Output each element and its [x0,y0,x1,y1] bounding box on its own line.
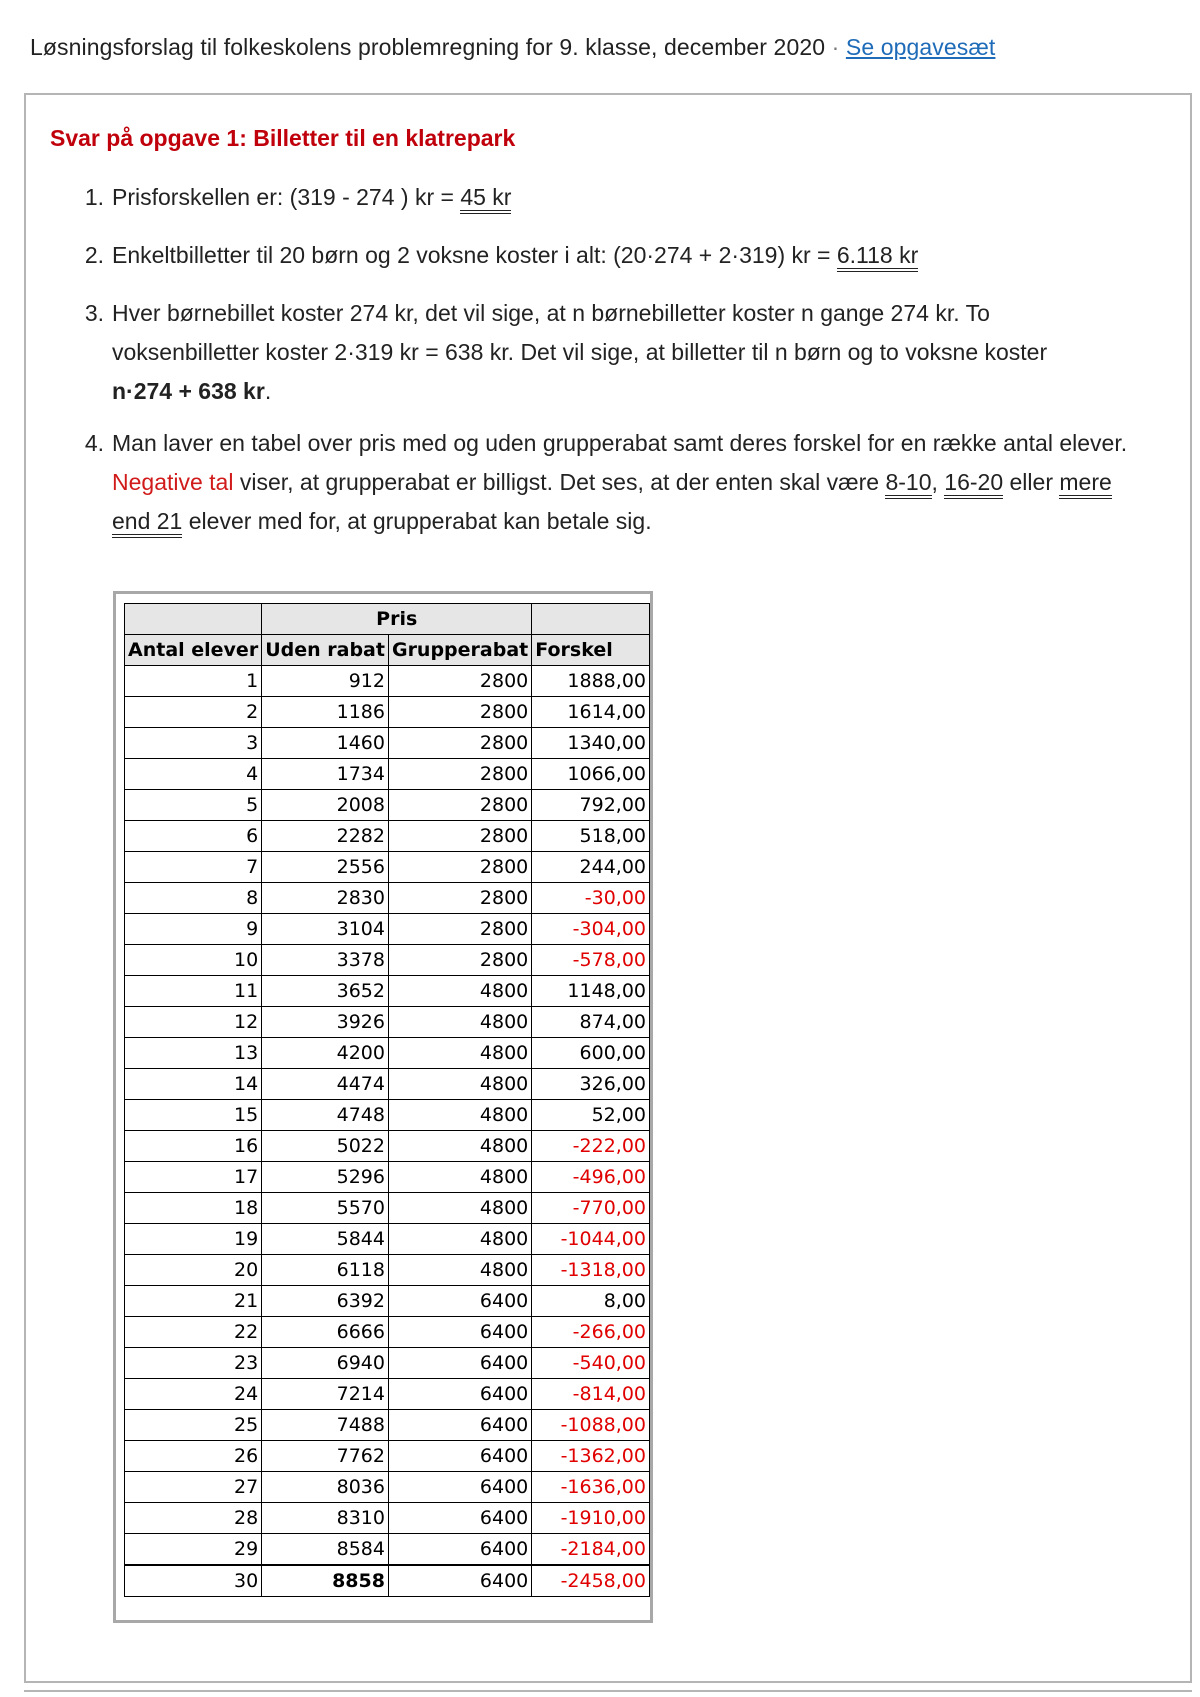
table-row [125,1100,650,1131]
table-row [125,976,650,1007]
table-row [125,697,650,728]
difference-cell: -770,00 [532,1193,650,1224]
table-row [125,1503,650,1534]
header-separator: · [831,34,840,60]
difference-cell: 600,00 [532,1038,650,1069]
students-cell: 2 [125,697,262,728]
answer-4-comma: , [931,469,945,495]
students-cell: 10 [125,945,262,976]
students-cell: 1 [125,666,262,697]
group-discount-cell: 4800 [388,1038,531,1069]
table-row [125,1286,650,1317]
range-more-than-21: mere end 21 [112,469,1112,538]
group-discount-cell: 6400 [388,1441,531,1472]
table-body [125,666,650,1597]
difference-cell: -30,00 [532,883,650,914]
answer-box [24,93,1192,1683]
difference-cell: -222,00 [532,1131,650,1162]
table-row [125,1255,650,1286]
table-row [125,852,650,883]
no-discount-cell: 8584 [262,1534,389,1566]
group-discount-cell: 2800 [388,666,531,697]
difference-cell: -266,00 [532,1317,650,1348]
difference-cell: -1362,00 [532,1441,650,1472]
students-cell: 13 [125,1038,262,1069]
answer-title: Svar på opgave 1: Billetter til en klatrepark [50,125,516,151]
students-cell: 9 [125,914,262,945]
answer-2-text: Enkeltbilletter til 20 børn og 2 voksne koster i alt: (20·274 + 2·319) kr = [112,242,837,268]
students-cell: 14 [125,1069,262,1100]
price-table-frame [113,591,653,1623]
difference-cell: -1910,00 [532,1503,650,1534]
group-discount-cell: 6400 [388,1472,531,1503]
answer-3-text: Hver børnebillet koster 274 kr, det vil sige, at n børnebilletter koster n gange 274 kr. To voksenbilletter koster 2·319 kr = 638 kr. Det vil sige, at billetter til n børn og to voksne koster [112,300,1048,365]
no-discount-cell: 3378 [262,945,389,976]
no-discount-cell: 2008 [262,790,389,821]
table-row [125,1410,650,1441]
no-discount-cell: 5296 [262,1162,389,1193]
group-discount-cell: 4800 [388,1162,531,1193]
group-discount-cell: 2800 [388,945,531,976]
table-row [125,1472,650,1503]
group-discount-cell: 2800 [388,697,531,728]
students-cell: 25 [125,1410,262,1441]
students-cell: 30 [125,1565,262,1597]
group-discount-cell: 2800 [388,728,531,759]
difference-cell: -540,00 [532,1348,650,1379]
group-discount-cell: 4800 [388,1193,531,1224]
no-discount-cell: 8036 [262,1472,389,1503]
difference-cell: 8,00 [532,1286,650,1317]
column-header-no-discount: Uden rabat [262,635,389,666]
difference-cell: -1088,00 [532,1410,650,1441]
difference-cell: 1888,00 [532,666,650,697]
students-cell: 4 [125,759,262,790]
table-row [125,821,650,852]
negative-numbers-label: Negative tal [112,469,234,495]
students-cell: 15 [125,1100,262,1131]
no-discount-cell: 5022 [262,1131,389,1162]
students-cell: 5 [125,790,262,821]
students-cell: 26 [125,1441,262,1472]
difference-cell: 874,00 [532,1007,650,1038]
no-discount-cell: 3652 [262,976,389,1007]
group-discount-cell: 6400 [388,1534,531,1566]
group-discount-cell: 2800 [388,852,531,883]
table-row [125,945,650,976]
students-cell: 7 [125,852,262,883]
price-table [124,603,650,1597]
answer-item-2 [82,236,1162,275]
answer-item-3 [82,294,1162,411]
group-discount-cell: 4800 [388,1007,531,1038]
item-number: 1. [84,184,104,210]
group-discount-cell: 6400 [388,1348,531,1379]
no-discount-cell: 8858 [262,1565,389,1597]
table-row [125,759,650,790]
table-row [125,1069,650,1100]
students-cell: 22 [125,1317,262,1348]
table-row [125,790,650,821]
no-discount-cell: 7488 [262,1410,389,1441]
group-discount-cell: 6400 [388,1379,531,1410]
students-cell: 12 [125,1007,262,1038]
group-discount-cell: 4800 [388,1069,531,1100]
students-cell: 11 [125,976,262,1007]
no-discount-cell: 1460 [262,728,389,759]
table-row [125,1131,650,1162]
item-number: 3. [84,300,104,326]
pris-group-header: Pris [262,604,532,635]
table-row [125,1379,650,1410]
difference-cell: 52,00 [532,1100,650,1131]
table-row [125,728,650,759]
difference-cell: -1044,00 [532,1224,650,1255]
table-row [125,1441,650,1472]
no-discount-cell: 3104 [262,914,389,945]
no-discount-cell: 7214 [262,1379,389,1410]
group-discount-cell: 2800 [388,883,531,914]
group-discount-cell: 6400 [388,1410,531,1441]
group-discount-cell: 4800 [388,1255,531,1286]
difference-cell: -304,00 [532,914,650,945]
table-row [125,1565,650,1597]
group-discount-cell: 6400 [388,1317,531,1348]
no-discount-cell: 3926 [262,1007,389,1038]
table-row [125,1317,650,1348]
students-cell: 19 [125,1224,262,1255]
difference-cell: 244,00 [532,852,650,883]
difference-cell: 1148,00 [532,976,650,1007]
difference-cell: 1066,00 [532,759,650,790]
students-cell: 6 [125,821,262,852]
no-discount-cell: 7762 [262,1441,389,1472]
group-discount-cell: 4800 [388,1131,531,1162]
no-discount-cell: 912 [262,666,389,697]
answer-item-4 [82,424,1162,541]
table-row [125,1038,650,1069]
no-discount-cell: 1186 [262,697,389,728]
difference-cell: -578,00 [532,945,650,976]
header-empty-cell [125,604,262,635]
difference-cell: 326,00 [532,1069,650,1100]
range-16-20: 16-20 [944,469,1003,499]
table-row [125,666,650,697]
no-discount-cell: 6118 [262,1255,389,1286]
difference-cell: 518,00 [532,821,650,852]
table-row [125,914,650,945]
see-task-set-link[interactable]: Se opgavesæt [845,34,996,60]
group-discount-cell: 4800 [388,1224,531,1255]
difference-cell: 792,00 [532,790,650,821]
column-header-students: Antal elever [125,635,262,666]
table-row [125,883,650,914]
group-discount-cell: 2800 [388,790,531,821]
header-text: Løsningsforslag til folkeskolens problemregning for 9. klasse, december 2020 [30,34,826,60]
students-cell: 3 [125,728,262,759]
answer-4-text-d: elever med for, at grupperabat kan betale sig. [182,508,652,534]
no-discount-cell: 4200 [262,1038,389,1069]
students-cell: 29 [125,1534,262,1566]
difference-cell: 1340,00 [532,728,650,759]
no-discount-cell: 1734 [262,759,389,790]
difference-cell: -1636,00 [532,1472,650,1503]
page-header [30,34,995,61]
difference-cell: -496,00 [532,1162,650,1193]
column-header-group-discount: Grupperabat [388,635,531,666]
no-discount-cell: 2282 [262,821,389,852]
column-header-difference: Forskel [532,635,650,666]
students-cell: 21 [125,1286,262,1317]
difference-cell: -814,00 [532,1379,650,1410]
table-row [125,1534,650,1566]
no-discount-cell: 5844 [262,1224,389,1255]
no-discount-cell: 6666 [262,1317,389,1348]
no-discount-cell: 6392 [262,1286,389,1317]
no-discount-cell: 4748 [262,1100,389,1131]
students-cell: 28 [125,1503,262,1534]
no-discount-cell: 2830 [262,883,389,914]
table-row [125,1162,650,1193]
table-row [125,1348,650,1379]
range-8-10: 8-10 [885,469,931,499]
table-row [125,1224,650,1255]
students-cell: 27 [125,1472,262,1503]
answer-3-formula: n·274 + 638 kr [112,378,265,404]
students-cell: 16 [125,1131,262,1162]
bottom-divider [24,1690,1192,1692]
no-discount-cell: 5570 [262,1193,389,1224]
answer-3-end: . [264,378,272,404]
students-cell: 8 [125,883,262,914]
students-cell: 20 [125,1255,262,1286]
item-number: 2. [84,242,104,268]
group-discount-cell: 4800 [388,976,531,1007]
group-discount-cell: 2800 [388,759,531,790]
group-discount-cell: 2800 [388,821,531,852]
item-number: 4. [84,430,104,456]
answer-1-text: Prisforskellen er: (319 - 274 ) kr = [112,184,461,210]
no-discount-cell: 8310 [262,1503,389,1534]
difference-cell: 1614,00 [532,697,650,728]
group-discount-cell: 6400 [388,1565,531,1597]
difference-cell: -2458,00 [532,1565,650,1597]
table-row [125,1193,650,1224]
group-discount-cell: 4800 [388,1100,531,1131]
answer-item-1 [82,178,1162,217]
table-row [125,1007,650,1038]
no-discount-cell: 4474 [262,1069,389,1100]
answer-2-result: 6.118 kr [837,242,918,272]
no-discount-cell: 2556 [262,852,389,883]
answer-1-result: 45 kr [460,184,511,214]
group-discount-cell: 2800 [388,914,531,945]
answer-4-text-b: viser, at grupperabat er billigst. Det ses, at der enten skal være [233,469,886,495]
difference-cell: -1318,00 [532,1255,650,1286]
header-empty-cell [532,604,650,635]
group-discount-cell: 6400 [388,1503,531,1534]
answer-4-text-c: eller [1003,469,1060,495]
answer-4-text-a: Man laver en tabel over pris med og uden grupperabat samt deres forskel for en række antal elever. [112,430,1128,456]
students-cell: 18 [125,1193,262,1224]
difference-cell: -2184,00 [532,1534,650,1566]
no-discount-cell: 6940 [262,1348,389,1379]
students-cell: 24 [125,1379,262,1410]
students-cell: 17 [125,1162,262,1193]
group-discount-cell: 6400 [388,1286,531,1317]
students-cell: 23 [125,1348,262,1379]
